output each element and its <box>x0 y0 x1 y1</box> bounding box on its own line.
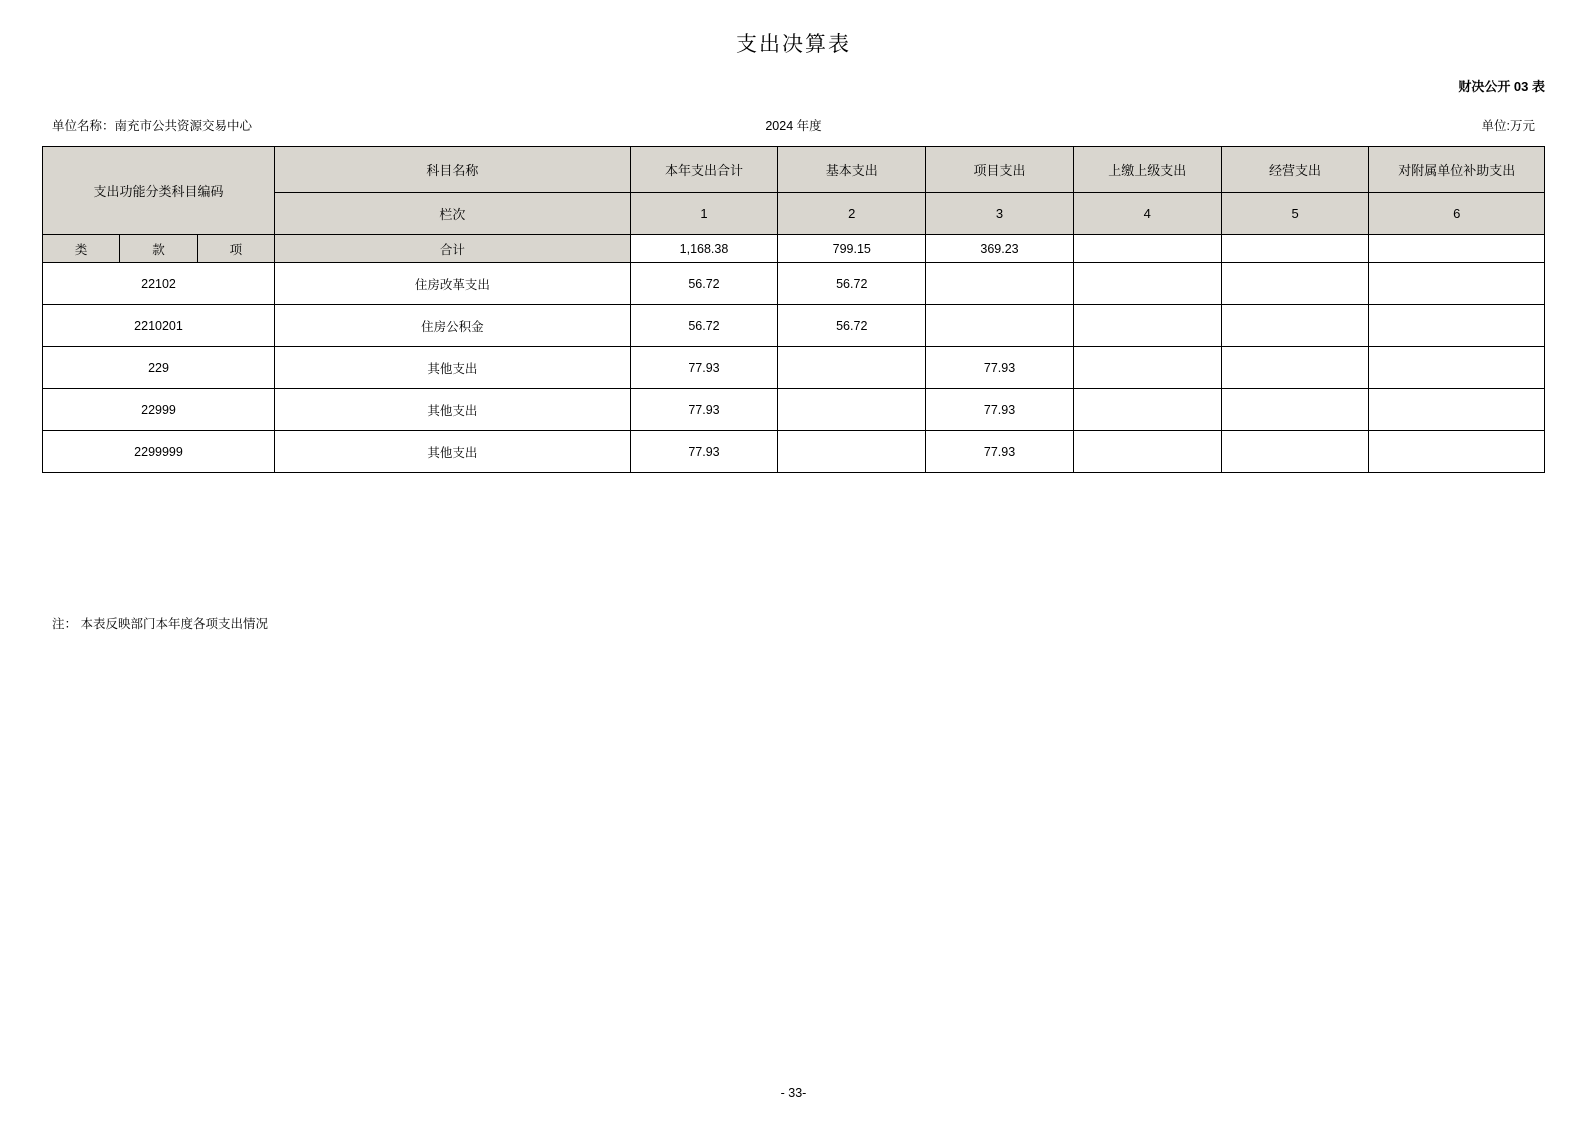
row-value-6 <box>1369 347 1545 389</box>
total-value-1: 1,168.38 <box>630 235 778 263</box>
row-subject-name: 其他支出 <box>275 389 631 431</box>
row-code: 2210201 <box>43 305 275 347</box>
header-basic-expenditure: 基本支出 <box>778 147 926 193</box>
row-value-4 <box>1073 347 1221 389</box>
table-total-row <box>43 235 1545 263</box>
header-operating-expenditure: 经营支出 <box>1221 147 1369 193</box>
table-row <box>43 431 1545 473</box>
total-value-4 <box>1073 235 1221 263</box>
total-row-label: 合计 <box>275 235 631 263</box>
meta-row <box>42 116 1545 136</box>
row-value-4 <box>1073 263 1221 305</box>
form-code-label: 财决公开 03 表 <box>1458 79 1545 94</box>
table-row <box>43 347 1545 389</box>
fiscal-year: 2024 年度 <box>765 119 822 133</box>
unit-name-label: 单位名称： <box>52 119 115 133</box>
total-value-2: 799.15 <box>778 235 926 263</box>
code-subheader-kuan: 款 <box>120 235 197 263</box>
row-value-6 <box>1369 389 1545 431</box>
row-value-3: 77.93 <box>926 389 1074 431</box>
rank-label: 栏次 <box>275 193 631 235</box>
header-subsidy-expenditure: 对附属单位补助支出 <box>1369 147 1545 193</box>
row-value-2: 56.72 <box>778 263 926 305</box>
row-code: 2299999 <box>43 431 275 473</box>
rank-number-6: 6 <box>1369 193 1545 235</box>
unit-of-measure: 单位:万元 <box>1481 119 1535 133</box>
row-value-5 <box>1221 389 1369 431</box>
row-value-4 <box>1073 431 1221 473</box>
table-note: 注： 本表反映部门本年度各项支出情况 <box>52 617 268 631</box>
header-code-group: 支出功能分类科目编码 <box>43 147 275 235</box>
row-value-3 <box>926 305 1074 347</box>
total-value-5 <box>1221 235 1369 263</box>
row-value-5 <box>1221 431 1369 473</box>
header-upper-level-expenditure: 上缴上级支出 <box>1073 147 1221 193</box>
row-value-5 <box>1221 305 1369 347</box>
row-subject-name: 其他支出 <box>275 431 631 473</box>
rank-number-3: 3 <box>926 193 1074 235</box>
row-value-6 <box>1369 263 1545 305</box>
row-value-4 <box>1073 389 1221 431</box>
row-value-3: 77.93 <box>926 347 1074 389</box>
table-row <box>43 305 1545 347</box>
rank-number-4: 4 <box>1073 193 1221 235</box>
row-value-1: 56.72 <box>630 263 778 305</box>
row-value-2 <box>778 389 926 431</box>
row-value-3 <box>926 263 1074 305</box>
rank-number-2: 2 <box>778 193 926 235</box>
row-value-1: 77.93 <box>630 347 778 389</box>
row-value-5 <box>1221 347 1369 389</box>
table-header-row <box>43 147 1545 193</box>
row-value-2 <box>778 431 926 473</box>
row-value-6 <box>1369 431 1545 473</box>
rank-number-5: 5 <box>1221 193 1369 235</box>
row-value-4 <box>1073 305 1221 347</box>
row-value-5 <box>1221 263 1369 305</box>
rank-number-1: 1 <box>630 193 778 235</box>
header-total-year: 本年支出合计 <box>630 147 778 193</box>
row-value-6 <box>1369 305 1545 347</box>
unit-name-value: 南充市公共资源交易中心 <box>114 119 253 133</box>
row-subject-name: 住房改革支出 <box>275 263 631 305</box>
code-subheader-xiang: 项 <box>197 235 274 263</box>
row-value-1: 56.72 <box>630 305 778 347</box>
page-title: 支出决算表 <box>736 33 851 56</box>
total-value-3: 369.23 <box>926 235 1074 263</box>
expenditure-table <box>42 146 1545 473</box>
row-value-1: 77.93 <box>630 431 778 473</box>
header-project-expenditure: 项目支出 <box>926 147 1074 193</box>
row-value-2: 56.72 <box>778 305 926 347</box>
code-subheader-lei: 类 <box>43 235 120 263</box>
page-number: - 33- <box>780 1086 807 1100</box>
table-row <box>43 389 1545 431</box>
row-value-3: 77.93 <box>926 431 1074 473</box>
row-subject-name: 其他支出 <box>275 347 631 389</box>
row-code: 22102 <box>43 263 275 305</box>
row-code: 229 <box>43 347 275 389</box>
total-value-6 <box>1369 235 1545 263</box>
row-value-2 <box>778 347 926 389</box>
header-subject-name: 科目名称 <box>275 147 631 193</box>
row-code: 22999 <box>43 389 275 431</box>
row-subject-name: 住房公积金 <box>275 305 631 347</box>
row-value-1: 77.93 <box>630 389 778 431</box>
table-row <box>43 263 1545 305</box>
